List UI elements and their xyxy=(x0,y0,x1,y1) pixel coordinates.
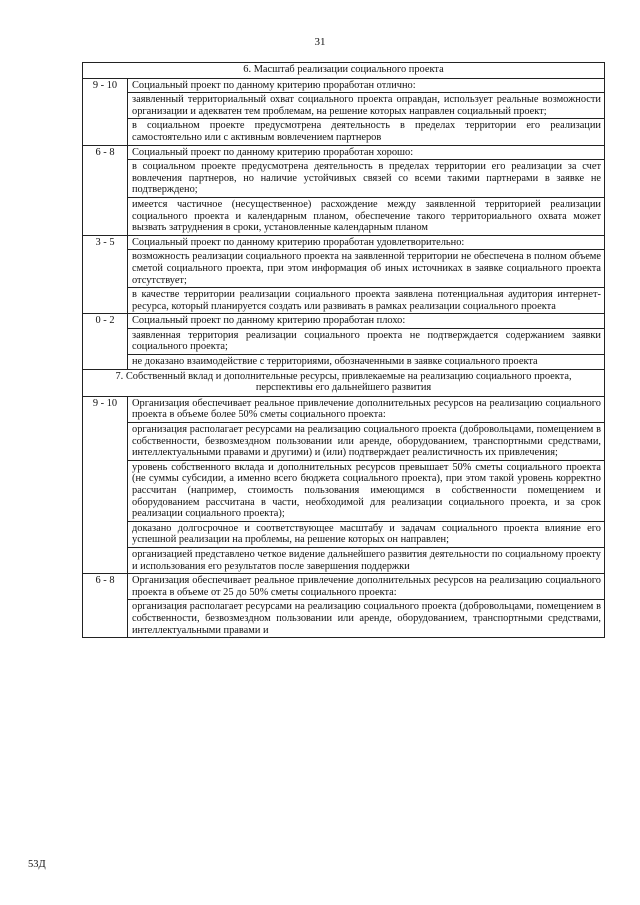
criteria-item: доказано долгосрочное и соответствующее масштабу и задачам социального проекта влияние его успешной реализации на проблемы, на решение которых он направлен; xyxy=(128,521,605,547)
criteria-row xyxy=(83,235,605,250)
criteria-summary: Социальный проект по данному критерию проработан плохо: xyxy=(128,314,605,329)
criteria-item: в социальном проекте предусмотрена деятельность в пределах территории его реализации за счет вовлечения партнеров, но наличие устойчивых связей со всеми такими партнерами в заявке не подтверждено; xyxy=(128,160,605,198)
criteria-summary: Социальный проект по данному критерию проработан удовлетворительно: xyxy=(128,235,605,250)
section-title: 7. Собственный вклад и дополнительные ресурсы, привлекаемые на реализацию социального проекта, перспективы его дальнейшего развития xyxy=(83,369,605,396)
criteria-item: в социальном проекте предусмотрена деятельность в пределах территории его реализации самостоятельно или с активным вовлечением партнеров xyxy=(128,119,605,145)
criteria-item: заявленная территория реализации социального проекта не подтверждается содержанием заявки социального проекта; xyxy=(128,328,605,354)
score-cell: 9 - 10 xyxy=(83,396,128,573)
criteria-item: не доказано взаимодействие с территориями, обозначенными в заявке социального проекта xyxy=(128,355,605,370)
section-header-row xyxy=(83,369,605,396)
criteria-table-body xyxy=(83,63,605,638)
criteria-row xyxy=(83,574,605,600)
criteria-item: организация располагает ресурсами на реализацию социального проекта (добровольцами, помещением в собственности, безвозмездном пользовании или аренде, оборудованием, транспортными средствами, интеллектуальными правами и другими) и (или) подтверждает реалистичность их привлечения; xyxy=(128,423,605,461)
page-number: 31 xyxy=(314,36,326,48)
criteria-summary: Социальный проект по данному критерию проработан хорошо: xyxy=(128,145,605,160)
criteria-row xyxy=(83,460,605,521)
criteria-row xyxy=(83,600,605,638)
criteria-row xyxy=(83,547,605,573)
criteria-row xyxy=(83,197,605,235)
criteria-table xyxy=(82,62,605,638)
criteria-item: уровень собственного вклада и дополнительных ресурсов превышает 50% сметы социального проекта (не суммы субсидии, а именно всего бюджета социального проекта), при этом такой уровень корректно рассчитан (например, стоимость пользования имеющимся в собственности помещением и оборудованием рассчитана в части, необходимой для реализации социального проекта, и за срок реализации социального проекта); xyxy=(128,460,605,521)
score-cell: 9 - 10 xyxy=(83,78,128,145)
criteria-row xyxy=(83,78,605,93)
criteria-summary: Организация обеспечивает реальное привлечение дополнительных ресурсов на реализацию социального проекта в объеме от 25 до 50% сметы социального проекта: xyxy=(128,574,605,600)
criteria-row xyxy=(83,423,605,461)
criteria-row xyxy=(83,521,605,547)
criteria-row xyxy=(83,396,605,422)
criteria-row xyxy=(83,355,605,370)
score-cell: 0 - 2 xyxy=(83,314,128,369)
score-cell: 6 - 8 xyxy=(83,145,128,235)
criteria-row xyxy=(83,160,605,198)
criteria-summary: Социальный проект по данному критерию проработан отлично: xyxy=(128,78,605,93)
criteria-item: имеется частичное (несущественное) расхождение между заявленной территорией реализации социального проекта и календарным планом, обеспечение такого территориального охвата может вызвать затруднения в сроки, установленные календарным планом xyxy=(128,197,605,235)
criteria-item: в качестве территории реализации социального проекта заявлена потенциальная аудитория интернет-ресурса, который планируется создать или развивать в рамках реализации социального проекта xyxy=(128,288,605,314)
criteria-item: организация располагает ресурсами на реализацию социального проекта (добровольцами, помещением в собственности, безвозмездном пользовании или аренде, оборудованием, транспортными средствами, интеллектуальными правами и xyxy=(128,600,605,638)
criteria-row xyxy=(83,93,605,119)
score-cell: 3 - 5 xyxy=(83,235,128,314)
criteria-row xyxy=(83,328,605,354)
criteria-row xyxy=(83,314,605,329)
criteria-row xyxy=(83,288,605,314)
section-title: 6. Масштаб реализации социального проекта xyxy=(83,63,605,79)
criteria-row xyxy=(83,145,605,160)
footer-code: 53Д xyxy=(28,859,46,870)
criteria-item: организацией представлено четкое видение дальнейшего развития деятельности по социальному проекту и использования его результатов после завершения поддержки xyxy=(128,547,605,573)
criteria-item: возможность реализации социального проекта на заявленной территории не обеспечена в полном объеме сметой социального проекта, при этом информация об иных источниках в заявке социального проекта отсутствует; xyxy=(128,250,605,288)
score-cell: 6 - 8 xyxy=(83,574,128,638)
section-header-row xyxy=(83,63,605,79)
criteria-item: заявленный территориальный охват социального проекта оправдан, использует реальные возможности организации и адекватен тем проблемам, на решение которых направлен социальный проект; xyxy=(128,93,605,119)
criteria-row xyxy=(83,119,605,145)
criteria-row xyxy=(83,250,605,288)
criteria-summary: Организация обеспечивает реальное привлечение дополнительных ресурсов на реализацию социального проекта в объеме более 50% сметы социального проекта: xyxy=(128,396,605,422)
